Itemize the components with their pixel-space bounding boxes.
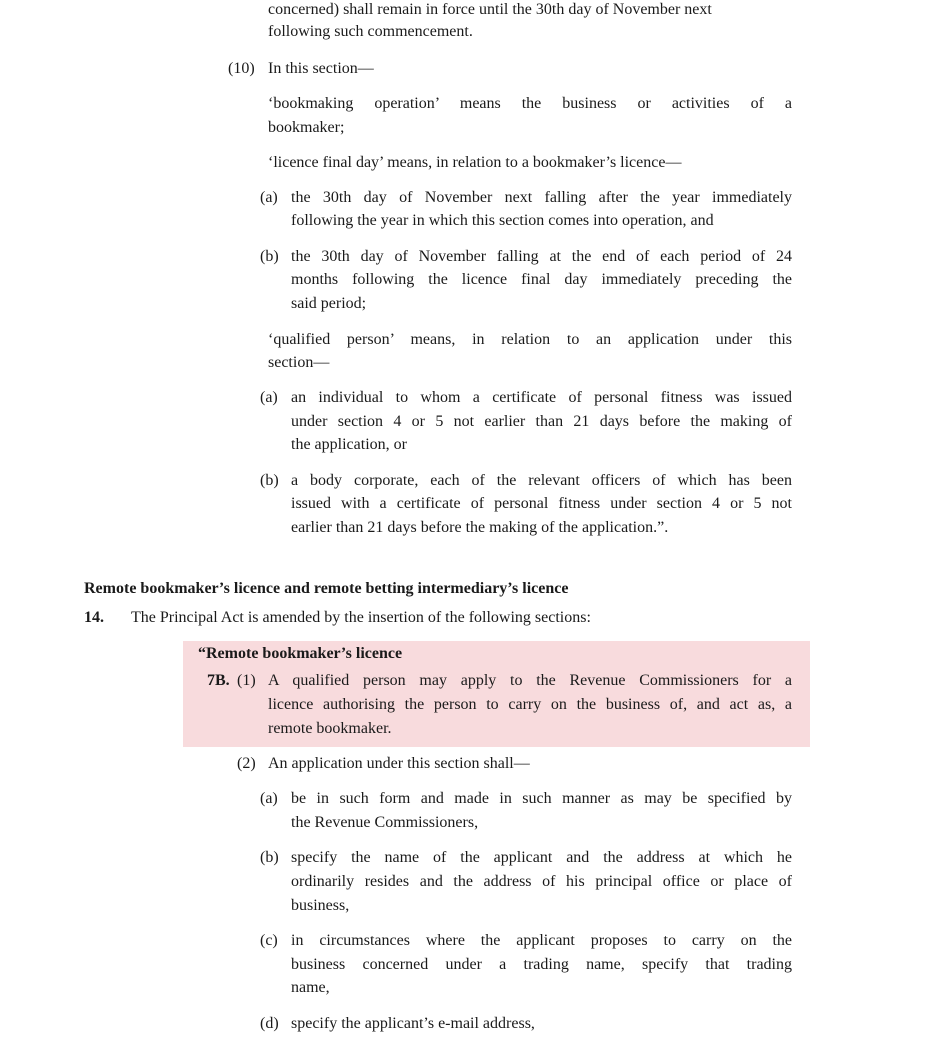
paragraph-line: name, [291,979,330,996]
subsection-number: (1) [237,672,256,689]
paragraph-line: the 30th day of November next falling after the year immediately [291,189,792,206]
subsection-line: remote bookmaker. [268,720,392,737]
paragraph-line: an individual to whom a certificate of personal fitness was issued [291,389,792,406]
paragraph-line: the 30th day of November falling at the end of each period of 24 [291,248,792,265]
paragraph-label: (b) [260,849,279,866]
paragraph-label: (a) [260,389,278,406]
section-number: 14. [84,609,104,626]
paragraph-label: (a) [260,189,278,206]
section-heading: Remote bookmaker’s licence and remote betting intermediary’s licence [84,580,569,597]
paragraph-label: (c) [260,932,278,949]
paragraph-line: business concerned under a trading name, specify that trading [291,956,792,973]
subsection-number: (2) [237,755,256,772]
intro-line: following such commencement. [268,23,473,40]
definition-line: ‘licence final day’ means, in relation to a bookmaker’s licence— [268,154,682,171]
paragraph-label: (a) [260,790,278,807]
section-text: The Principal Act is amended by the insertion of the following sections: [131,609,591,626]
subsection-number: (10) [228,60,255,77]
paragraph-line: be in such form and made in such manner as may be specified by [291,790,792,807]
definition-line: section— [268,354,330,371]
paragraph-line: business, [291,897,350,914]
paragraph-line: in circumstances where the applicant proposes to carry on the [291,932,792,949]
paragraph-line: a body corporate, each of the relevant officers of which has been [291,472,792,489]
paragraph-line: the Revenue Commissioners, [291,814,479,831]
subsection-text: In this section— [268,60,374,77]
paragraph-line: said period; [291,295,367,312]
paragraph-line: months following the licence final day immediately preceding the [291,271,792,288]
definition-line: ‘bookmaking operation’ means the business or activities of a [268,95,792,112]
subsection-line: licence authorising the person to carry on the business of, and act as, a [268,696,792,713]
paragraph-label: (b) [260,472,279,489]
definition-line: ‘qualified person’ means, in relation to an application under this [268,331,792,348]
paragraph-line: issued with a certificate of personal fitness under section 4 or 5 not [291,495,792,512]
paragraph-line: ordinarily resides and the address of his principal office or place of [291,873,792,890]
inserted-section-heading: “Remote bookmaker’s licence [198,645,403,662]
paragraph-line: specify the name of the applicant and the address at which he [291,849,792,866]
subsection-text: An application under this section shall— [268,755,530,772]
definition-line: bookmaker; [268,119,345,136]
paragraph-label: (d) [260,1015,279,1032]
paragraph-line: the application, or [291,436,407,453]
paragraph-label: (b) [260,248,279,265]
paragraph-line: specify the applicant’s e-mail address, [291,1015,535,1032]
intro-line: concerned) shall remain in force until the 30th day of November next [268,1,712,18]
inserted-section-number: 7B. [207,672,230,689]
paragraph-line: under section 4 or 5 not earlier than 21 days before the making of [291,413,792,430]
paragraph-line: earlier than 21 days before the making of the application.”. [291,519,669,536]
paragraph-line: following the year in which this section comes into operation, and [291,212,714,229]
subsection-line: A qualified person may apply to the Revenue Commissioners for a [268,672,792,689]
